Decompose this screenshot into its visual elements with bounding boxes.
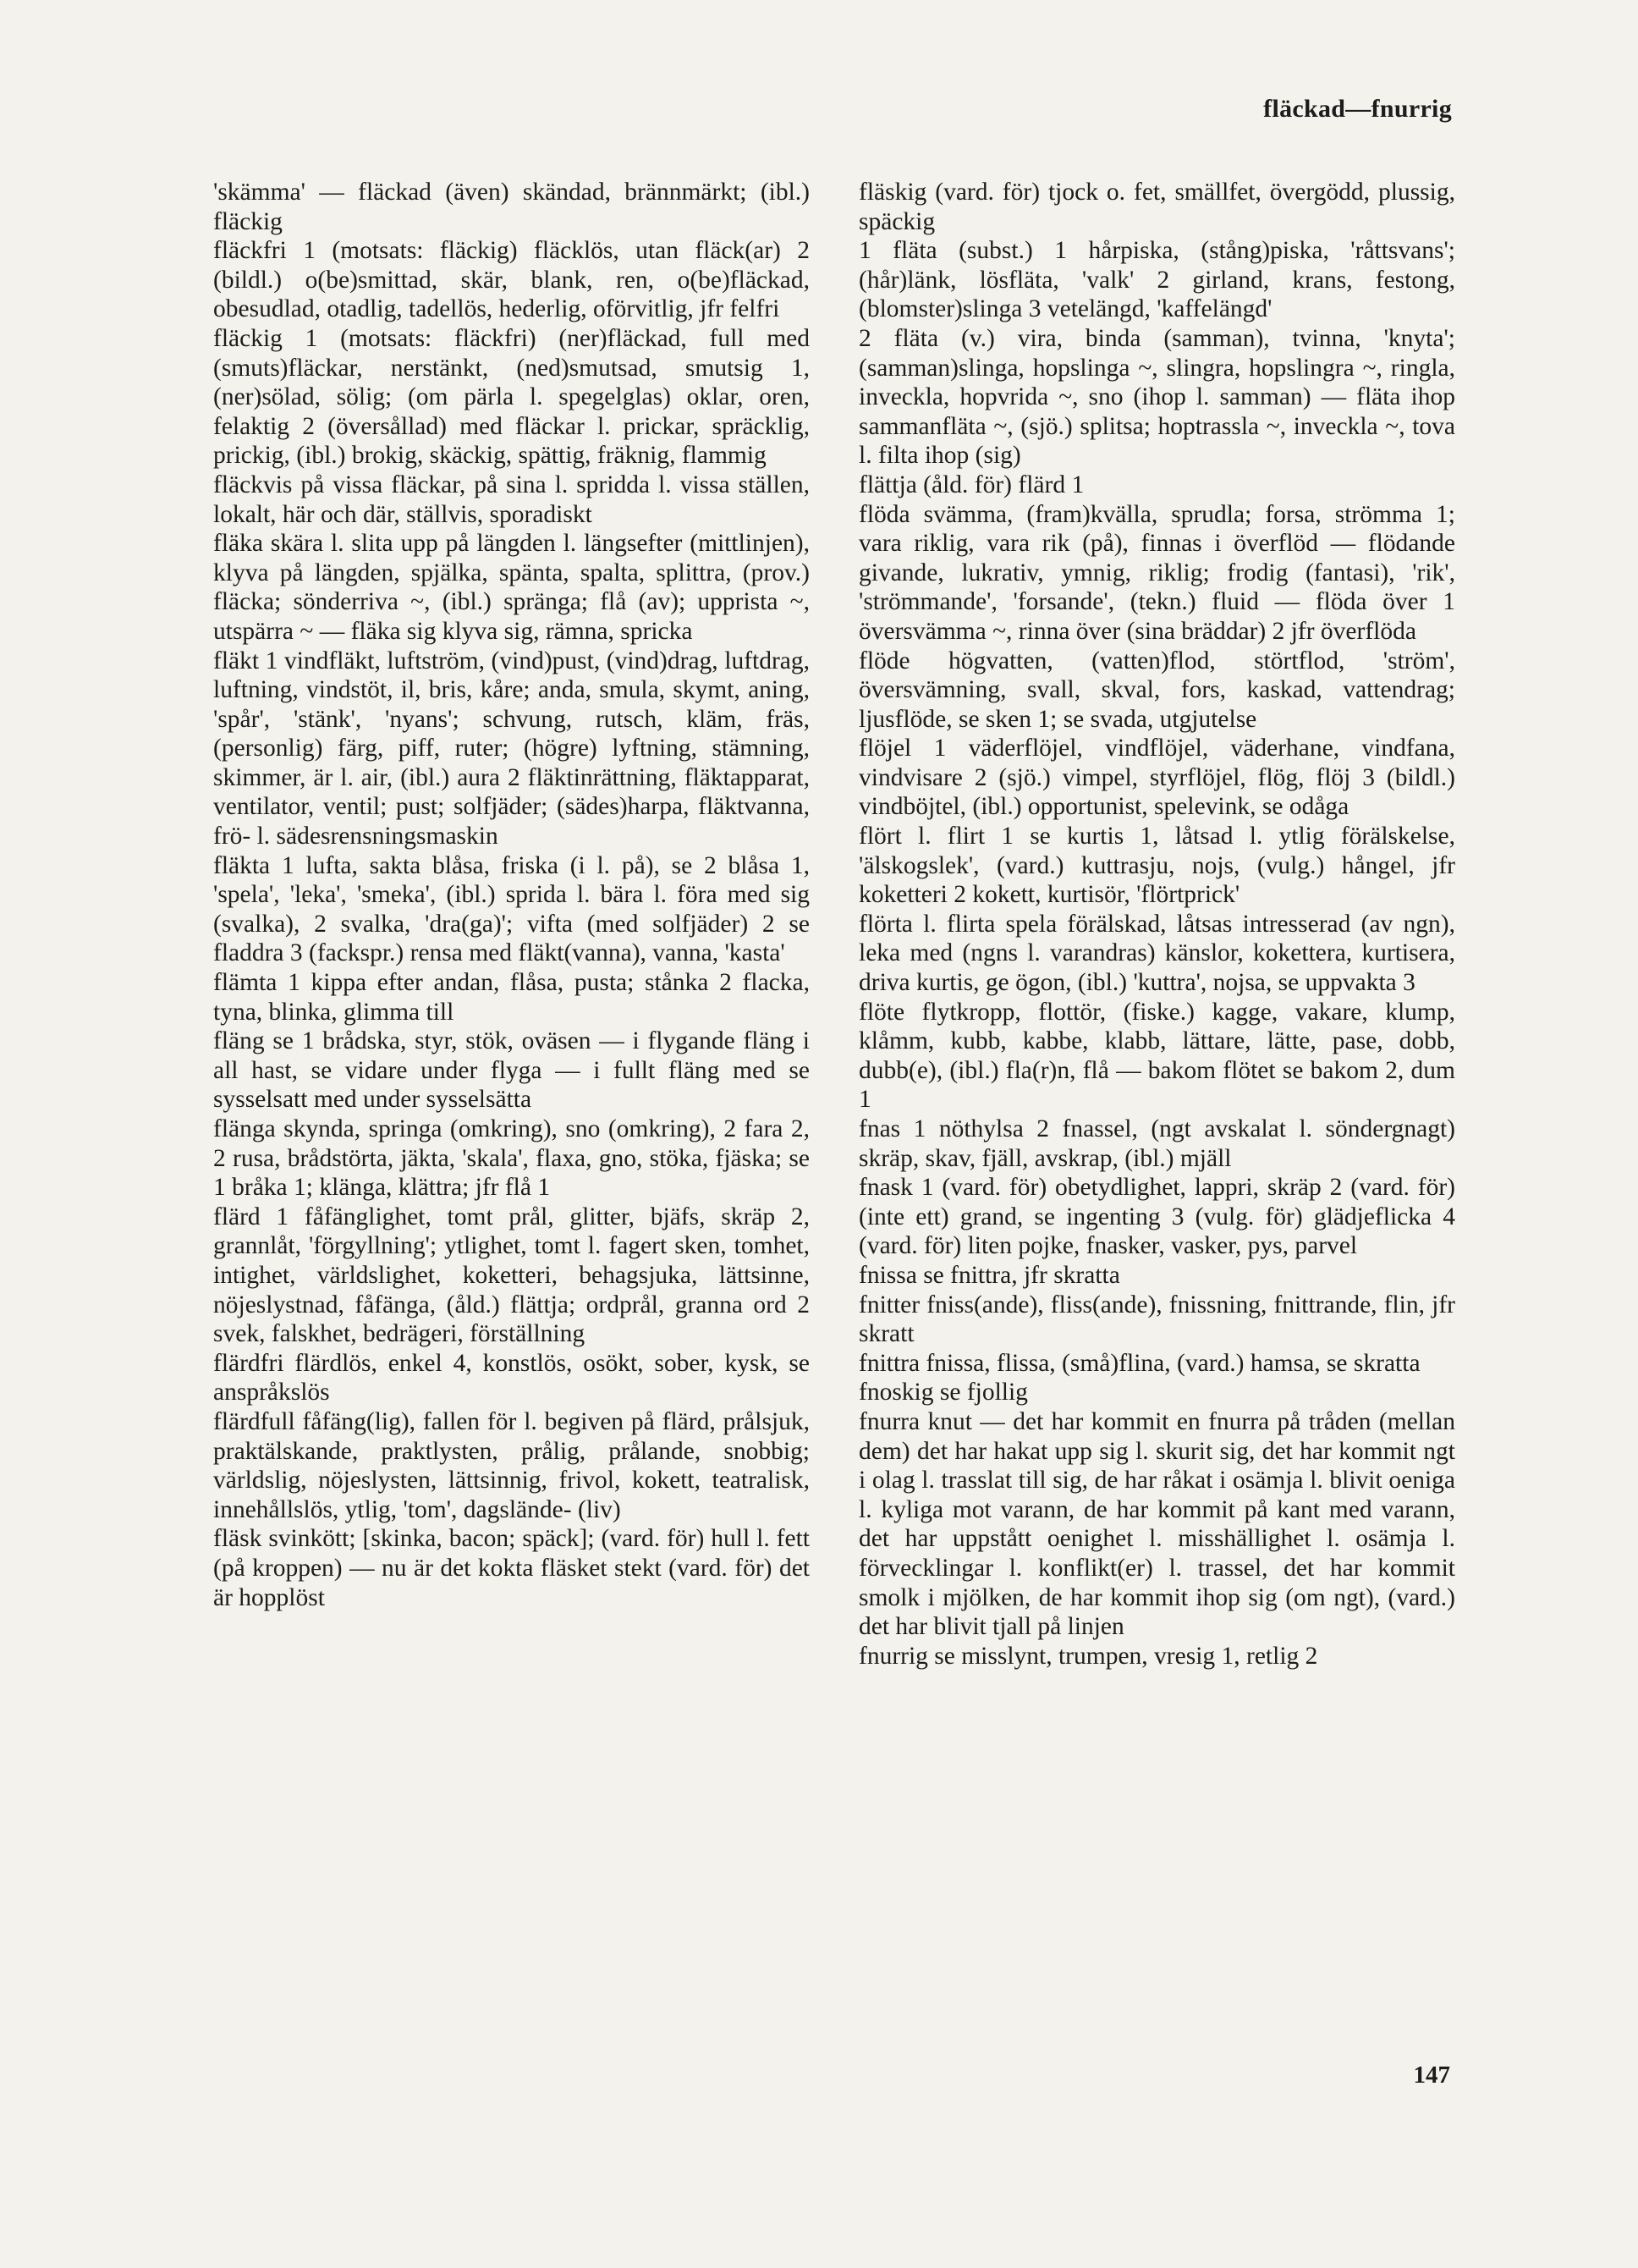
entry: fnask 1 (vard. för) obetydlighet, lappri, skräp 2 (vard. för) (inte ett) grand, se ingenting 3 (vulg. för) glädjeflicka 4 (vard. för) liten pojke, fnasker, vasker, pys, parvel [859, 1174, 1455, 1260]
entry: fnas 1 nöthylsa 2 fnassel, (ngt avskalat l. söndergnagt) skräp, skav, fjäll, avskrap, (ibl.) mjäll [859, 1115, 1455, 1172]
entry: fnitter fniss(ande), fliss(ande), fnissning, fnittrande, flin, jfr skratt [859, 1291, 1455, 1348]
entry: fnittra fnissa, flissa, (små)flina, (vard.) hamsa, se skratta [859, 1349, 1421, 1377]
entry: fläkt 1 vindfläkt, luftström, (vind)pust, (vind)drag, luftdrag, luftning, vindstöt, il, bris, kåre; anda, smula, skymt, aning, 'spår', 'stänk', 'nyans'; schvung, rutsch, kläm, fräs, (personlig) färg, piff, ruter; (högre) lyftning, stämning, skimmer, är l. air, (ibl.) aura 2 fläktinrättning, fläktapparat, ventilator, ventil; pust; solfjäder; (sädes)harpa, fläktvanna, frö- l. sädesrensningsmaskin [213, 647, 810, 850]
entry: flärdfri flärdlös, enkel 4, konstlös, osökt, sober, kysk, se anspråkslös [213, 1349, 810, 1406]
running-head: fläckad—fnurrig [1263, 95, 1452, 123]
entry: fläsk svinkött; [skinka, bacon; späck]; (vard. för) hull l. fett (på kroppen) — nu är det kokta fläsket stekt (vard. för) det är hopplöst [213, 1525, 810, 1611]
entry: flöda svämma, (fram)kvälla, sprudla; forsa, strömma 1; vara riklig, vara rik (på), finnas i överflöd — flödande givande, lukrativ, ymnig, riklig; frodig (fantasi), 'rik', 'strömmande', 'forsande', (tekn.) fluid — flöda över 1 översvämma ~, rinna över (sina bräddar) 2 jfr överflöda [859, 500, 1455, 645]
entry: flöde högvatten, (vatten)flod, störtflod, 'ström', översvämning, svall, skval, fors, kaskad, vattendrag; ljusflöde, se sken 1; se svada, utgjutelse [859, 647, 1455, 733]
entry: 2 fläta (v.) vira, binda (samman), tvinna, 'knyta'; (samman)slinga, hopslinga ~, slingra, hopslingra ~, ringla, inveckla, hopvrida ~, sno (ihop l. samman) — fläta ihop sammanfläta ~, (sjö.) splitsa; hoptrassla ~, inveckla ~, tova l. filta ihop (sig) [859, 324, 1455, 470]
entry: flärdfull fåfäng(lig), fallen för l. begiven på flärd, prålsjuk, praktälskande, praktlysten, prålig, prålande, snobbig; världslig, nöjeslysten, lättsinnig, frivol, kokett, teatralisk, innehållslös, ytlig, 'tom', dagslände- (liv) [213, 1407, 810, 1523]
entry: flört l. flirt 1 se kurtis 1, låtsad l. ytlig förälskelse, 'älskogslek', (vard.) kuttrasju, nojs, (vulg.) hångel, jfr koketteri 2 kokett, kurtisör, 'flörtprick' [859, 823, 1455, 909]
page-number: 147 [1413, 2062, 1450, 2089]
entry: 1 fläta (subst.) 1 hårpiska, (stång)piska, 'råttsvans'; (hår)länk, lösfläta, 'valk' 2 girland, krans, festong, (blomster)slinga 3 vetelängd, 'kaffelängd' [859, 237, 1455, 323]
entry: fläckvis på vissa fläckar, på sina l. spridda l. vissa ställen, lokalt, här och där, ställvis, sporadiskt [213, 471, 810, 528]
entry: flörta l. flirta spela förälskad, låtsas intresserad (av ngn), leka med (ngns l. varandras) känslor, kokettera, kurtisera, driva kurtis, ge ögon, (ibl.) 'kuttra', nojsa, se uppvakta 3 [859, 910, 1455, 997]
entry: fnoskig se fjollig [859, 1379, 1028, 1406]
entry: flärd 1 fåfänglighet, tomt prål, glitter, bjäfs, skräp 2, grannlåt, 'förgyllning'; ytlighet, tomt l. fagert sken, tomhet, intighet, världslighet, koketteri, behagsjuka, lättsinne, nöjeslystnad, fåfänga, (åld.) flättja; ordprål, granna ord 2 svek, falskhet, bedrägeri, förställning [213, 1203, 810, 1348]
left-column [213, 178, 810, 1612]
entry: fnurra knut — det har kommit en fnurra på tråden (mellan dem) det har hakat upp sig l. skurit sig, det har kommit ngt i olag l. trasslat till sig, de har råkat i osämja l. blivit oeniga l. kyliga mot varann, de har kommit på kant med varann, det har uppstått oenighet l. misshällighet l. osämja l. förvecklingar l. konflikt(er) l. trassel, det har kommit smolk i mjölken, de har kommit ihop sig (om ngt), (vard.) det har blivit tjall på linjen [859, 1407, 1455, 1641]
entry: fläskig (vard. för) tjock o. fet, smällfet, övergödd, plussig, späckig [859, 179, 1455, 235]
entry: fläckig 1 (motsats: fläckfri) (ner)fläckad, full med (smuts)fläckar, nerstänkt, (ned)smutsad, smutsig 1, (ner)sölad, sölig; (om pärla l. spegelglas) oklar, oren, felaktig 2 (översållad) med fläckar l. prickar, spräcklig, prickig, (ibl.) brokig, skäckig, spättig, fräknig, flammig [213, 324, 810, 470]
entry: 'skämma' — fläckad (även) skändad, brännmärkt; (ibl.) fläckig [213, 179, 810, 235]
entry: flättja (åld. för) flärd 1 [859, 471, 1085, 498]
entry: flämta 1 kippa efter andan, flåsa, pusta; stånka 2 flacka, tyna, blinka, glimma till [213, 969, 810, 1026]
right-column [859, 178, 1455, 1671]
entry: fläckfri 1 (motsats: fläckig) fläcklös, utan fläck(ar) 2 (bildl.) o(be)smittad, skär, blank, ren, o(be)fläckad, obesudlad, otadlig, tadellös, hederlig, oförvitlig, jfr felfri [213, 237, 810, 323]
entry: flöte flytkropp, flottör, (fiske.) kagge, vakare, klump, klåmm, kubb, kabbe, klabb, lättare, lätte, pase, dobb, dubb(e), (ibl.) fla(r)n, flå — bakom flötet se bakom 2, dum 1 [859, 998, 1455, 1114]
entry: fnissa se fnittra, jfr skratta [859, 1261, 1120, 1289]
entry: fläng se 1 brådska, styr, stök, oväsen — i flygande fläng i all hast, se vidare under flyga — i fullt fläng med se sysselsatt med under sysselsätta [213, 1027, 810, 1114]
entry: fnurrig se misslynt, trumpen, vresig 1, retlig 2 [859, 1642, 1318, 1670]
entry: fläka skära l. slita upp på längden l. längsefter (mittlinjen), klyva på längden, spjälka, spänta, spalta, splittra, (prov.) fläcka; sönderriva ~, (ibl.) spränga; flå (av); upprista ~, utspärra ~ — fläka sig klyva sig, rämna, spricka [213, 530, 810, 645]
entry: flöjel 1 väderflöjel, vindflöjel, väderhane, vindfana, vindvisare 2 (sjö.) vimpel, styrflöjel, flög, flöj 3 (bildl.) vindböjtel, (ibl.) opportunist, spelevink, se odåga [859, 735, 1455, 821]
entry: flänga skynda, springa (omkring), sno (omkring), 2 fara 2, 2 rusa, brådstörta, jäkta, 'skala', flaxa, gno, stöka, fjäska; se 1 bråka 1; klänga, klättra; jfr flå 1 [213, 1115, 810, 1202]
entry: fläkta 1 lufta, sakta blåsa, friska (i l. på), se 2 blåsa 1, 'spela', 'leka', 'smeka', (ibl.) sprida l. bära l. föra med sig (svalka), 2 svalka, 'dra(ga)'; vifta (med solfjäder) 2 se fladdra 3 (fackspr.) rensa med fläkt(vanna), vanna, 'kasta' [213, 851, 810, 967]
